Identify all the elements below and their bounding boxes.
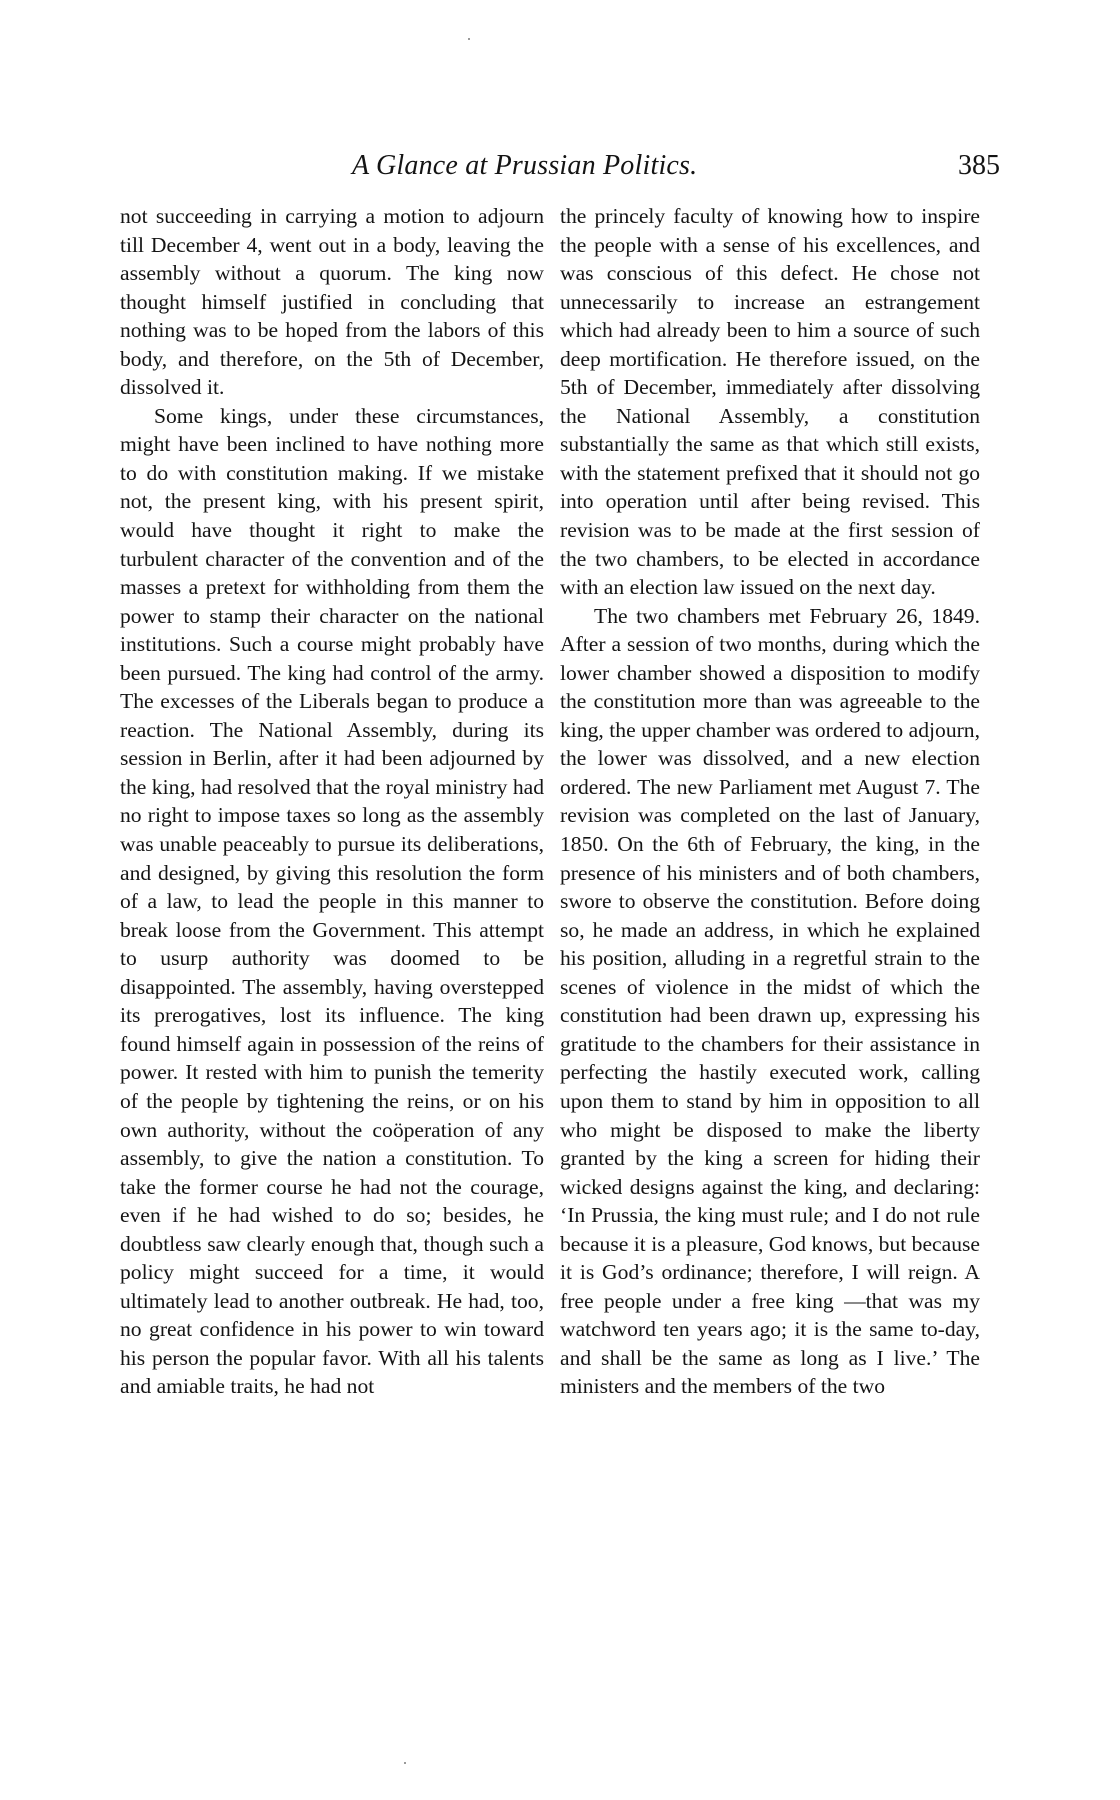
page-number: 385 xyxy=(958,150,1000,181)
print-speck xyxy=(468,38,470,40)
running-title: A Glance at Prussian Politics. xyxy=(352,150,698,181)
paragraph: not succeeding in carrying a motion to adjourn till December 4, went out in a body, leaving the assembly without a quorum. The king now thought himself justified in concluding that nothing was to be hoped from the labors of this body, and therefore, on the 5th of December, dissolved it. xyxy=(120,204,544,400)
right-column xyxy=(560,202,980,1401)
paragraph: the princely faculty of knowing how to inspire the people with a sense of his excellences, and was conscious of this defect. He chose not unnecessarily to increase an estrangement which had already been to him a source of such deep mortification. He therefore issued, on the 5th of December, immediately after dissolving the National Assembly, a constitution substantially the same as that which still exists, with the statement prefixed that it should not go into operation until after being revised. This revision was to be made at the first session of the two chambers, to be elected in accordance with an election law issued on the next day. xyxy=(560,204,980,600)
running-head xyxy=(120,150,1000,190)
print-speck xyxy=(404,1762,406,1764)
left-column xyxy=(120,202,544,1401)
paragraph: Some kings, under these circumstances, might have been inclined to have nothing more to do with constitution making. If we mistake not, the present king, with his present spirit, would have thought it right to make the turbulent character of the convention and of the masses a pretext for withholding from them the power to stamp their character on the national institutions. Such a course might probably have been pursued. The king had control of the army. The excesses of the Liberals began to produce a reaction. The National Assembly, during its session in Berlin, after it had been adjourned by the king, had resolved that the royal ministry had no right to impose taxes so long as the assembly was unable peaceably to pursue its deliberations, and designed, by giving this resolution the form of a law, to lead the people in this manner to break loose from the Government. This attempt to usurp authority was doomed to be disappointed. The assembly, having overstepped its prerogatives, lost its influence. The king found himself again in possession of the reins of power. It rested with him to punish the temerity of the people by tightening the reins, or on his own authority, without the coöperation of any assembly, to give the nation a constitution. To take the former course he had not the courage, even if he had wished to do so; besides, he doubtless saw clearly enough that, though such a policy might succeed for a time, it would ultimately lead to another outbreak. He had, too, no great confidence in his power to win toward his person the popular favor. With all his talents and amiable traits, he had not xyxy=(120,403,544,1399)
paragraph: The two chambers met February 26, 1849. After a session of two months, during which the lower chamber showed a disposition to modify the constitution more than was agreeable to the king, the upper chamber was ordered to adjourn, the lower was dissolved, and a new election ordered. The new Parliament met August 7. The revision was completed on the last of January, 1850. On the 6th of February, the king, in the presence of his ministers and of both chambers, swore to observe the constitution. Before doing so, he made an address, in which he explained his position, alluding in a regretful strain to the scenes of violence in the midst of which the constitution had been drawn up, expressing his gratitude to the chambers for their assistance in perfecting the hastily executed work, calling upon them to stand by him in opposition to all who might be disposed to make the liberty granted by the king a screen for hiding their wicked designs against the king, and declaring: ‘In Prussia, the king must rule; and I do not rule because it is a pleasure, God knows, but because it is God’s ordinance; therefore, I will reign. A free people under a free king —that was my watchword ten years ago; it is the same to-day, and shall be the same as long as I live.’ The ministers and the members of the two xyxy=(560,603,980,1399)
